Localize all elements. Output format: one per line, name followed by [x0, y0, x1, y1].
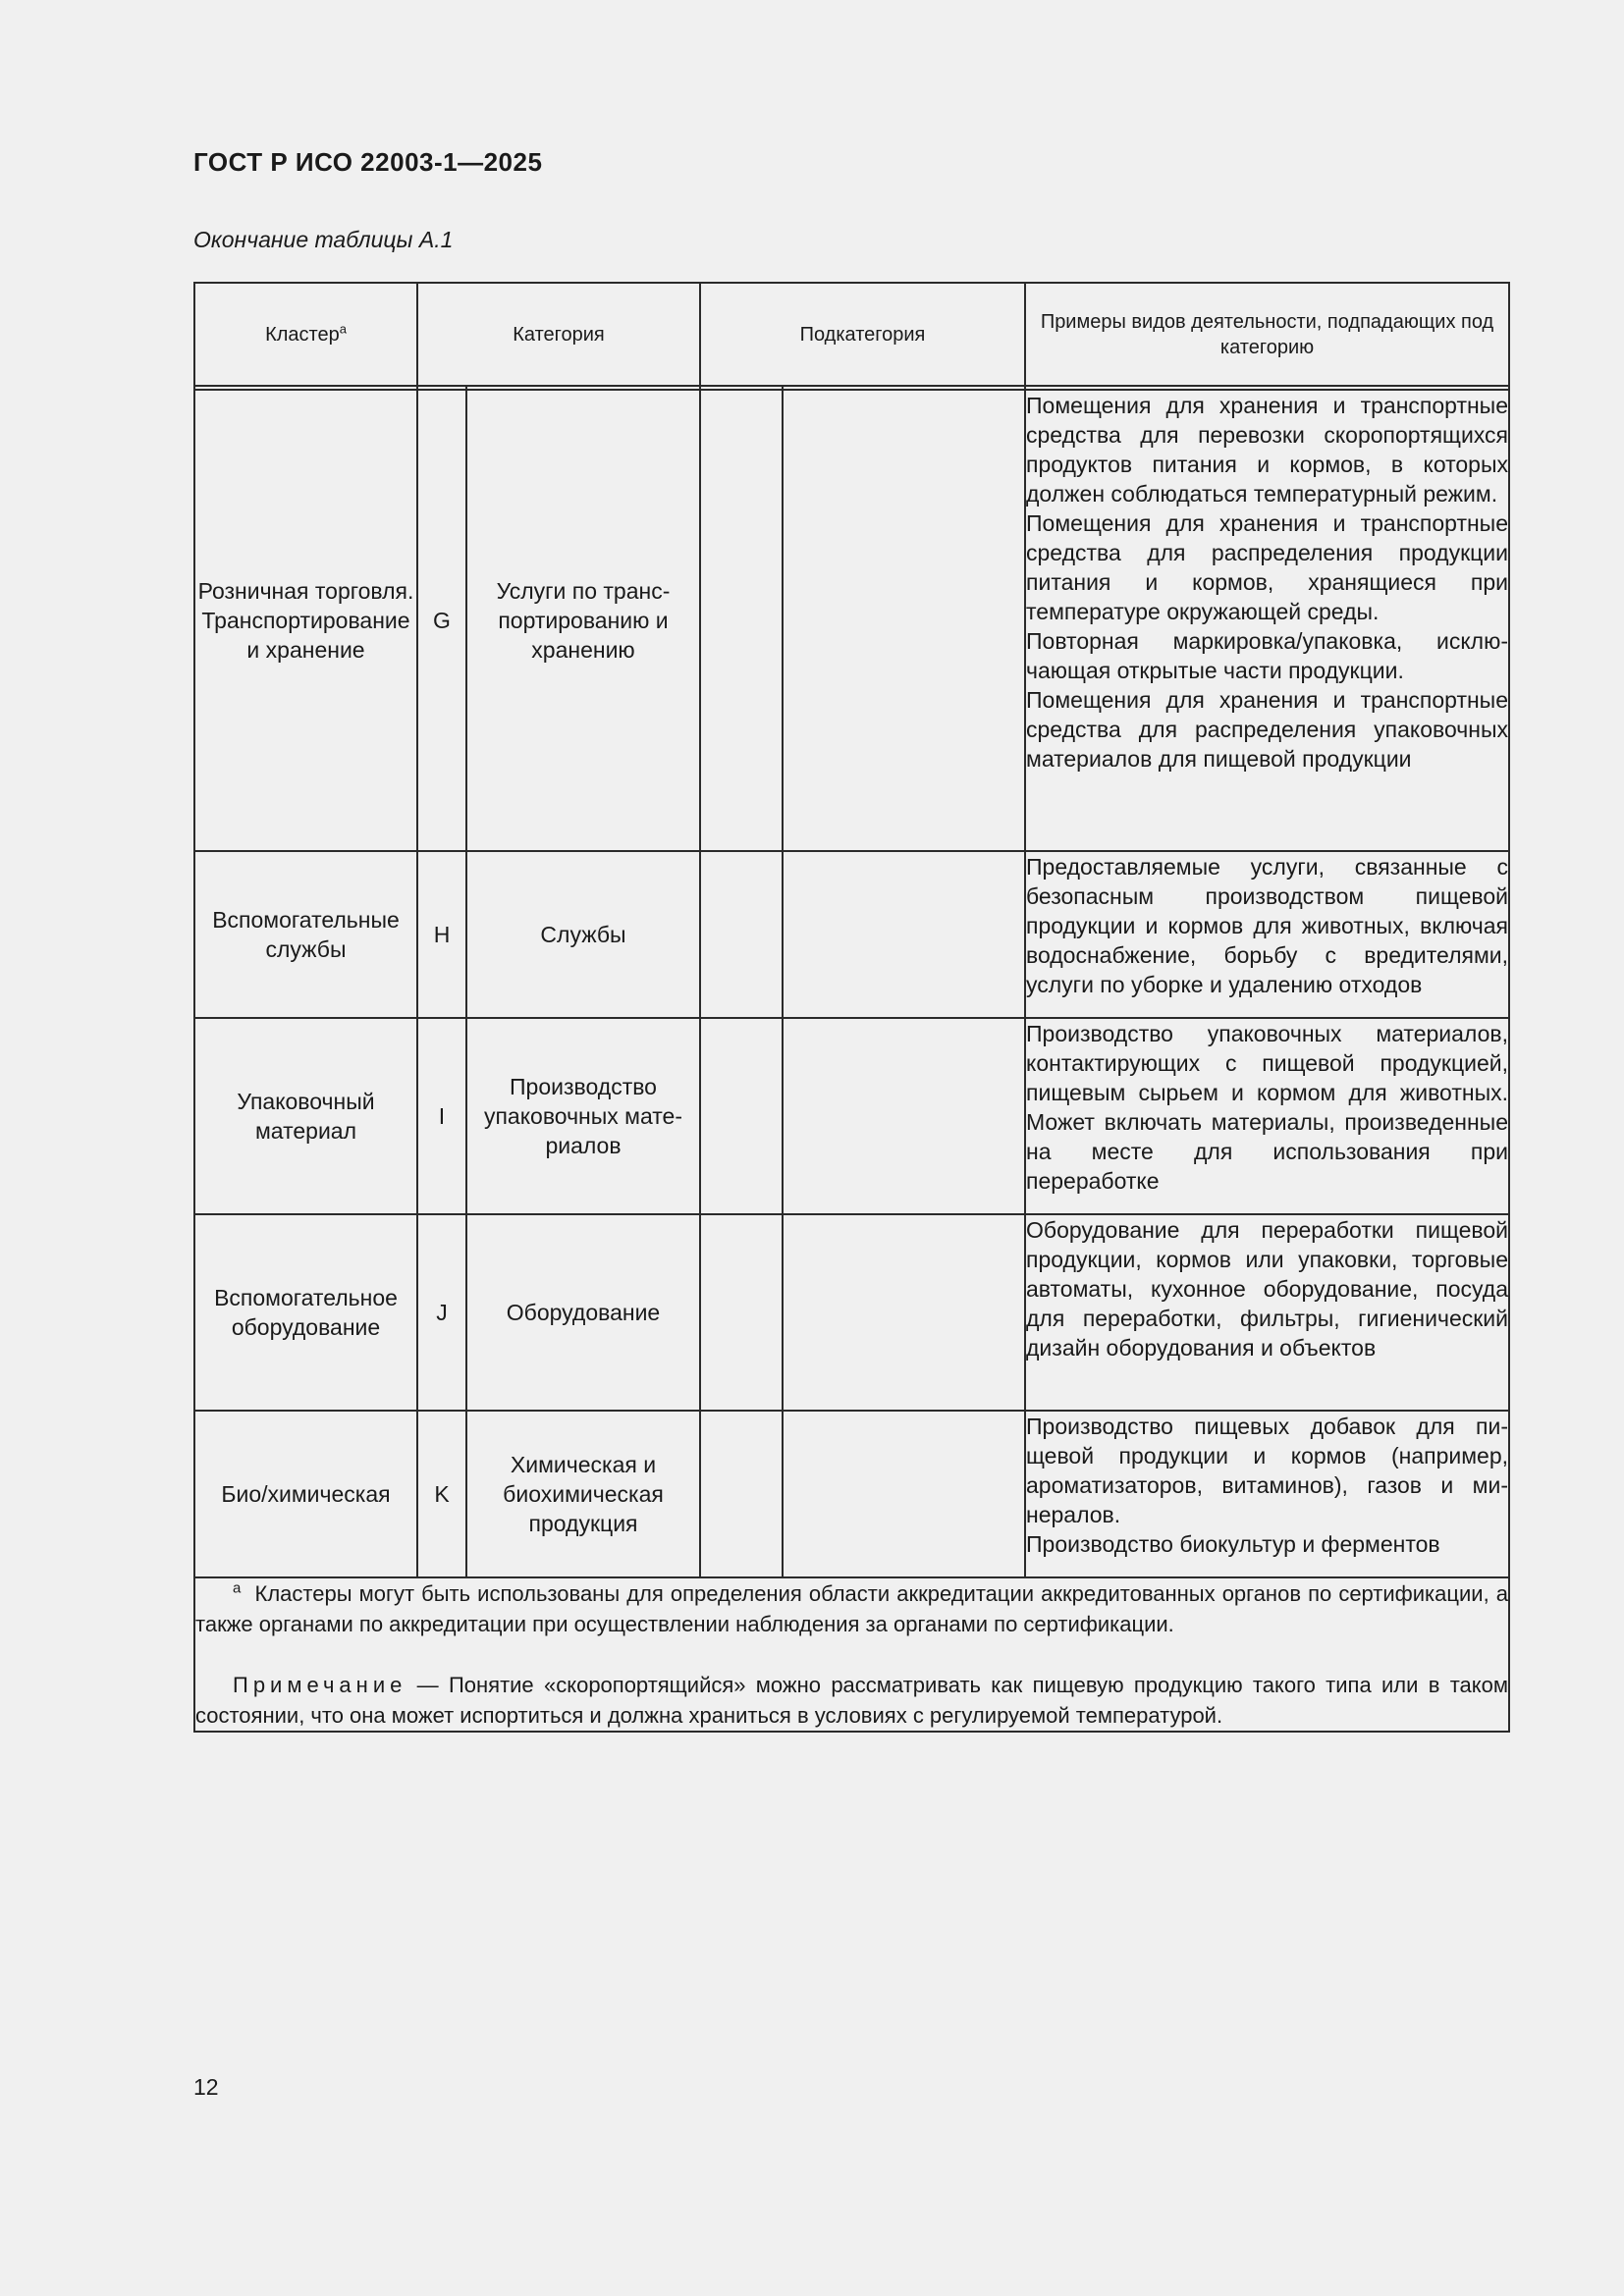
footnote-row — [194, 1577, 1509, 1732]
example-paragraph: Производство биокультур и ферментов — [1026, 1531, 1440, 1557]
note — [195, 1670, 1508, 1731]
subcategory-code-cell — [700, 851, 783, 1018]
footnote-text: Кластеры могут быть использованы для определения области аккредитации аккредитованных органов по сертификации, а также органами по аккредитации при осуществлении наблюдения за органами по сертификации. — [195, 1581, 1509, 1636]
table-row — [194, 390, 1509, 851]
category-cell: Производство упаковочных материалов — [466, 1018, 700, 1214]
example-paragraph: Помещения для хранения и транспортные средства для перевозки скоропортящихся продуктов питания и кормов, в которых должен соблюдаться температурный режим. — [1026, 393, 1509, 507]
examples-cell — [1025, 390, 1509, 851]
category-code-cell: I — [417, 1018, 466, 1214]
table-caption: Окончание таблицы А.1 — [193, 227, 454, 252]
category-cell: Услуги по транспортированию и хранению — [466, 390, 700, 851]
category-code-cell: K — [417, 1411, 466, 1577]
footnote — [195, 1578, 1508, 1639]
cluster-cell: Вспомогательное оборудование — [194, 1214, 417, 1411]
subcategory-cell — [783, 851, 1025, 1018]
examples-cell — [1025, 851, 1509, 1018]
example-paragraph: Предоставляемые услуги, связанные с безопасным производством пищевой продукции и кормов для животных, включая водоснабжение, борьбу с вредителями, услуги по уборке и удалению отходов — [1026, 854, 1509, 997]
example-paragraph: Повторная маркировка/упаковка, исключающая открытые части продукции. — [1026, 628, 1509, 683]
example-paragraph: Оборудование для переработки пищевой продукции, кормов или упаковки, торговые автоматы, кухонное оборудование, посуда для переработки, фильтры, гигиенический дизайн оборудования и объектов — [1026, 1217, 1509, 1361]
note-text: — Понятие «скоропортящийся» можно рассматривать как пищевую продукцию такого типа или в таком состоянии, что она может испортиться и должна храниться в условиях с регулируемой температурой. — [195, 1673, 1509, 1728]
note-label: Примечание — [233, 1673, 407, 1697]
cluster-cell: Био/химическая — [194, 1411, 417, 1577]
subcategory-code-cell — [700, 1411, 783, 1577]
category-cell: Химическая и биохимическая продукция — [466, 1411, 700, 1577]
subcategory-cell — [783, 390, 1025, 851]
category-cell: Оборудование — [466, 1214, 700, 1411]
table-row — [194, 1411, 1509, 1577]
examples-cell — [1025, 1411, 1509, 1577]
cluster-cell: Розничная торговля. Транспортирование и хранение — [194, 390, 417, 851]
table-row — [194, 1018, 1509, 1214]
subcategory-code-cell — [700, 1018, 783, 1214]
activity-table — [193, 282, 1510, 1733]
document-header: ГОСТ Р ИСО 22003-1—2025 — [193, 147, 543, 177]
page-number: 12 — [193, 2074, 219, 2100]
category-code-cell: G — [417, 390, 466, 851]
category-code-cell: H — [417, 851, 466, 1018]
table-row — [194, 1214, 1509, 1411]
subcategory-code-cell — [700, 390, 783, 851]
table-header-row — [194, 283, 1509, 386]
col-header-category: Категория — [417, 283, 700, 386]
example-paragraph: Помещения для хранения и транспортные средства для распределения продукции питания и кормов, хранящиеся при температуре окружающей среды. — [1026, 510, 1509, 624]
examples-cell — [1025, 1018, 1509, 1214]
cluster-cell: Упаковочный материал — [194, 1018, 417, 1214]
col-header-subcategory: Подкатегория — [700, 283, 1025, 386]
col-header-cluster: Кластер$^а$ — [194, 283, 417, 386]
category-code-cell: J — [417, 1214, 466, 1411]
examples-cell — [1025, 1214, 1509, 1411]
category-cell: Службы — [466, 851, 700, 1018]
col-header-examples: Примеры видов деятельности, подпадающих под категорию — [1025, 283, 1509, 386]
footnote-cell — [194, 1577, 1509, 1732]
example-paragraph: Производство упаковочных материалов, контактирующих с пищевой продукцией, пищевым сырьем и кормом для животных. Может включать материалы, произведенные на месте для использования при переработке — [1026, 1021, 1509, 1194]
example-paragraph: Помещения для хранения и транспортные средства для распределения упаковочных материалов для пищевой продукции — [1026, 687, 1509, 772]
table-row — [194, 851, 1509, 1018]
subcategory-code-cell — [700, 1214, 783, 1411]
cluster-cell: Вспомогательные службы — [194, 851, 417, 1018]
subcategory-cell — [783, 1214, 1025, 1411]
subcategory-cell — [783, 1411, 1025, 1577]
footnote-marker: а — [233, 1579, 242, 1597]
subcategory-cell — [783, 1018, 1025, 1214]
example-paragraph: Производство пищевых добавок для пищевой продукции и кормов (например, ароматизаторов, витаминов), газов и минералов. — [1026, 1414, 1509, 1527]
